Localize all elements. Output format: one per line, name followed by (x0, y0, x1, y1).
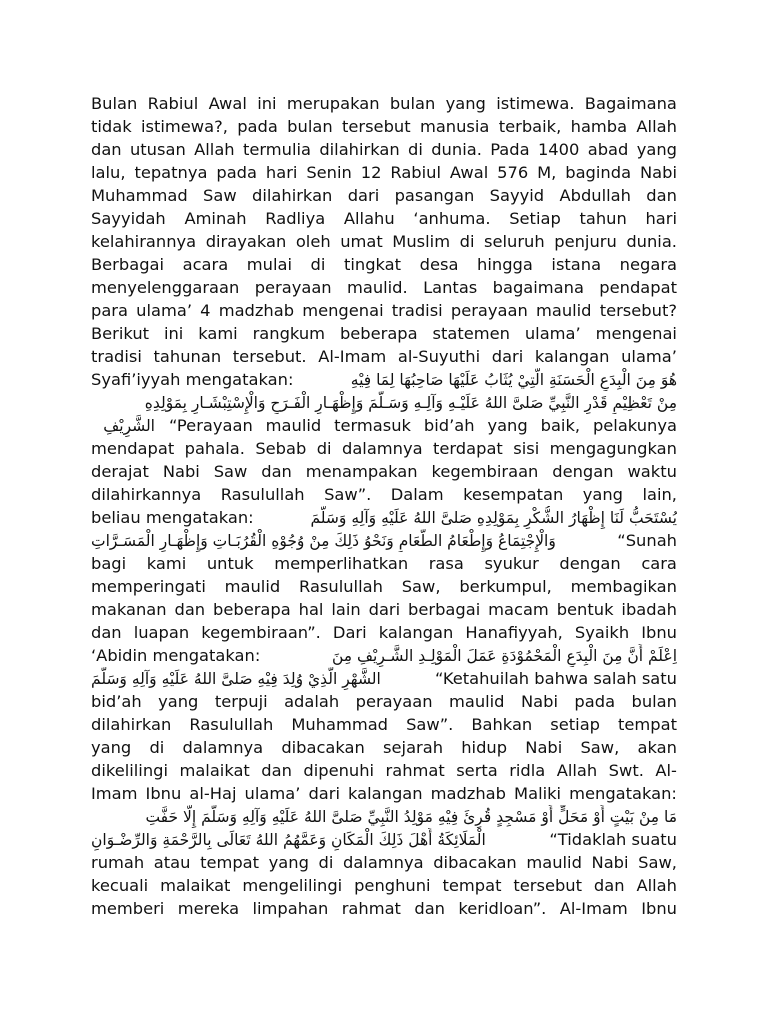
word: di (149, 738, 165, 757)
word: dan (261, 761, 292, 780)
word: dari (308, 784, 340, 803)
word: kegembiraan”. (201, 623, 321, 642)
word: para (91, 301, 128, 320)
word: penghuni (354, 876, 431, 895)
word: “Perayaan (169, 416, 253, 435)
word: tidak (91, 117, 132, 136)
word: abad (587, 140, 629, 159)
text-line (91, 897, 677, 920)
word: yang (268, 853, 309, 872)
word: bulan (631, 692, 677, 711)
arabic-quote: هُوَ مِنَ الْبِدَعِ الْحَسَنَةِ الَّتِيْ يُثَابُ عَلَيْهَا صَاحِبُهَا لِمَا فِيْهِ (350, 371, 677, 389)
word: tersebut? (599, 301, 677, 320)
text-line (91, 138, 677, 161)
word: Saw”. (406, 715, 454, 734)
word: bid’ah (423, 416, 475, 435)
word: malaikat (160, 876, 231, 895)
word: tepatnya (134, 163, 208, 182)
word: kalangan (348, 784, 423, 803)
text-line-mixed (91, 828, 677, 851)
word: derajat (91, 462, 149, 481)
word: dibacakan (281, 738, 365, 757)
word: manusia (419, 117, 490, 136)
word: mulai (246, 255, 292, 274)
text-line (91, 276, 677, 299)
word: pada (574, 692, 616, 711)
word: dan (593, 876, 625, 895)
word: utusan (129, 140, 186, 159)
word: Awal (208, 94, 247, 113)
word: kelahirannya (91, 232, 197, 251)
word: ulama’ (524, 324, 581, 343)
word: dilahirkan (91, 715, 172, 734)
word: 1400 (537, 140, 580, 159)
word: 12 (360, 163, 382, 182)
word: Saw (203, 186, 237, 205)
word: Nabi (591, 853, 629, 872)
word: terdapat (433, 439, 503, 458)
text-line (91, 552, 677, 575)
text-line-mixed (91, 529, 677, 552)
word: Nabi (639, 163, 677, 182)
arabic-quote: الشَّهْرِ الَّذِيْ وُلِدَ فِيْهِ صَلىَّ اللهُ عَلَيْهِ وَآلِهِ وَسَلَّمَ (91, 670, 381, 688)
word: Saw, (638, 853, 677, 872)
word: umat (340, 232, 383, 251)
word: lain, (642, 485, 677, 504)
word: Syaikh (574, 623, 630, 642)
word: Allah (556, 761, 598, 780)
word: dengan (552, 462, 614, 481)
word: hari (645, 209, 677, 228)
word: Imam (91, 784, 138, 803)
text-line (91, 299, 677, 322)
word: tersebut (513, 876, 583, 895)
word: tingkat (343, 255, 402, 274)
text-line (91, 92, 677, 115)
word: termulia (242, 140, 311, 159)
word: ridla (509, 761, 546, 780)
word: keridloan”. (458, 899, 547, 918)
word: mereka (177, 899, 240, 918)
word: dunia. (431, 140, 482, 159)
word: M, (537, 163, 557, 182)
word: dengan (559, 554, 621, 573)
word: mengatakan: (569, 784, 677, 803)
word: Rasulullah (298, 577, 383, 596)
word: kami (198, 324, 238, 343)
word: hamba (570, 117, 628, 136)
text-line (91, 851, 677, 874)
word: mengenai (302, 301, 384, 320)
word: Nabi (162, 462, 200, 481)
word: maulid (265, 416, 322, 435)
word: tempat (618, 715, 677, 734)
word: Bahkan (471, 715, 533, 734)
text-line (91, 759, 677, 782)
word: memperlihatkan (274, 554, 409, 573)
word: dilahirkan (252, 186, 333, 205)
word: bentuk (556, 600, 614, 619)
word: Hanafiyyah, (465, 623, 563, 642)
word: kegembiraan (431, 462, 539, 481)
word: Allahu (343, 209, 395, 228)
word: memperingati (91, 577, 206, 596)
word: Bagaimana (584, 94, 677, 113)
arabic-quote: مَا مِنْ بَيْتٍ أَوْ مَحَلٍّ أَوْ مَسْجِدٍ قُرِئَ فِيْهِ مَوْلِدُ النَّبِيِّ صَلىَّ اللهُ عَلَيْهِ وَآلِهِ وَسَلَّمَ إِلَّا حَفَّتِ (145, 808, 677, 826)
word: akan (637, 738, 677, 757)
word: menyelenggaraan (91, 278, 240, 297)
text-line (91, 115, 677, 138)
word: statemen (432, 324, 510, 343)
word: dan (646, 186, 677, 205)
word: Berbagai (91, 255, 165, 274)
word: rahmat (385, 761, 445, 780)
word: Pada (490, 140, 530, 159)
word: negara (619, 255, 677, 274)
word: dan (91, 140, 122, 159)
word: maulid. (346, 278, 408, 297)
word: berbagai (408, 600, 481, 619)
word: madzhab (218, 301, 295, 320)
arabic-quote: الشَّرِيْفِ (103, 417, 155, 435)
word: tradisi (91, 347, 142, 366)
latin-text: “Ketahuilah bahwa salah satu (434, 669, 677, 688)
word: terbaik, (498, 117, 562, 136)
word: Al-Imam (559, 899, 628, 918)
word: kami (146, 554, 187, 573)
word: rahmat (341, 899, 401, 918)
word: Ibnu (641, 623, 677, 642)
text-line (91, 207, 677, 230)
word: perayaan (450, 301, 528, 320)
word: makanan (91, 600, 167, 619)
word: Lantas (423, 278, 478, 297)
word: Dalam (390, 485, 444, 504)
text-line (91, 230, 677, 253)
word: mengelilingi (242, 876, 343, 895)
word: tersebut (341, 117, 411, 136)
word: Senin (306, 163, 352, 182)
word: beberapa (213, 600, 291, 619)
text-line (91, 253, 677, 276)
word: pasangan (394, 186, 475, 205)
word: Muhammad (91, 186, 188, 205)
word: ibadah (621, 600, 677, 619)
word: acara (182, 255, 229, 274)
word: bulan (389, 94, 436, 113)
word: kalangan (534, 347, 610, 366)
word: dikelilingi (91, 761, 168, 780)
word: setiap (550, 715, 600, 734)
word: Rasulullah (189, 715, 274, 734)
word: lain (331, 600, 361, 619)
word: dalamnya (343, 853, 424, 872)
word: istana (551, 255, 602, 274)
word: pendapat (599, 278, 677, 297)
text-line (91, 736, 677, 759)
word: 4 (200, 301, 211, 320)
word: Sayyid (489, 186, 545, 205)
word: Allah (636, 876, 677, 895)
word: lalu, (91, 163, 126, 182)
word: tradisi (391, 301, 443, 320)
text-line (91, 575, 677, 598)
word: ini (163, 324, 184, 343)
word: Ibnu (641, 899, 677, 918)
text-line-mixed (91, 368, 677, 391)
word: yang (582, 485, 623, 504)
word: Awal (449, 163, 489, 182)
word: 576 (497, 163, 529, 182)
word: Saw, (580, 738, 620, 757)
word: dirayakan (205, 232, 287, 251)
word: Al-Imam (318, 347, 387, 366)
word: hal (298, 600, 324, 619)
latin-text: “Sunah (617, 531, 677, 550)
arabic-quote: وَالْإِجْتِمَاعُ وَإِطْعَامُ الطَّعَامِ وَنَحْوُ ذَلِكَ مِنْ وُجُوْهِ الْقُرُبَـاتِ وَإِظْهَـارِ الْمَسَـرَّاتِ (91, 532, 556, 550)
word: membagikan (570, 577, 677, 596)
word: Sebab (255, 439, 307, 458)
latin-text: Syafi’iyyah mengatakan: (91, 370, 294, 389)
word: Allah (194, 140, 235, 159)
word: pada (237, 117, 278, 136)
word: dan (174, 600, 206, 619)
word: pada (216, 163, 257, 182)
word: di (459, 232, 475, 251)
word: bagaimana (492, 278, 584, 297)
word: Nabi (525, 738, 563, 757)
arabic-quote: يُسْتَحَبُّ لَنَا إِظْهَارُ الشُّكْرِ بِمَوْلِدِهِ صَلىَّ اللهُ عَلَيْهِ وَآلِهِ وَسَلَّمَ (310, 509, 677, 527)
word: memberi (91, 899, 165, 918)
latin-text: beliau mengatakan: (91, 508, 254, 527)
text-line-arabic (91, 391, 677, 414)
arabic-quote: الْمَلَائِكَةُ أَهْلَ ذَلِكَ الْمَكَانِ وَعَمَّهُمُ اللهُ تَعَالَى بِالرَّحْمَةِ وَالرِّضْـوَانِ (91, 831, 486, 849)
word: penjuru (554, 232, 617, 251)
word: hidup (461, 738, 508, 757)
word: yang (91, 738, 132, 757)
word: cara (641, 554, 677, 573)
word: dan (261, 462, 292, 481)
word: untuk (206, 554, 254, 573)
text-line (91, 437, 677, 460)
word: kecuali (91, 876, 149, 895)
word: dunia. (626, 232, 677, 251)
word: Rabiul (147, 94, 199, 113)
word: pahala. (184, 439, 245, 458)
text-line-mixed (91, 644, 677, 667)
word: tempat (442, 876, 502, 895)
word: Saw, (401, 577, 441, 596)
word: seluruh (484, 232, 545, 251)
word: Rabiul (390, 163, 442, 182)
word: macam (488, 600, 549, 619)
word: termasuk (334, 416, 411, 435)
word: tempat (200, 853, 260, 872)
word: rasa (428, 554, 464, 573)
word: desa (419, 255, 459, 274)
word: dipenuhi (303, 761, 375, 780)
word: di (408, 140, 423, 159)
word: hari (265, 163, 298, 182)
text-line (91, 598, 677, 621)
word: serta (456, 761, 498, 780)
word: limpahan (252, 899, 329, 918)
word: Maliki (514, 784, 562, 803)
word: kesempatan (463, 485, 564, 504)
word: yang (487, 416, 528, 435)
word: hingga (477, 255, 533, 274)
word: luapan (133, 623, 190, 642)
word: dari (491, 347, 524, 366)
word: Berikut (91, 324, 150, 343)
word: malaikat (179, 761, 250, 780)
text-line (91, 483, 677, 506)
word: maulid (448, 692, 505, 711)
word: syukur (484, 554, 539, 573)
word: di (310, 255, 326, 274)
word: rumah (91, 853, 145, 872)
word: yang (445, 94, 486, 113)
word: menampakan (305, 462, 418, 481)
word: Setiap (509, 209, 561, 228)
word: al-Suyuthi (397, 347, 481, 366)
word: istimewa?, (140, 117, 228, 136)
word: dan (414, 899, 445, 918)
word: Sayyidah (91, 209, 166, 228)
word: perayaan (254, 278, 332, 297)
word: waktu (627, 462, 677, 481)
word: baginda (565, 163, 632, 182)
word: Saw (213, 462, 248, 481)
word: Radliya (265, 209, 326, 228)
latin-text: ‘Abidin mengatakan: (91, 646, 261, 665)
word: tersebut. (232, 347, 307, 366)
word: dibacakan (433, 853, 517, 872)
word: kalangan (378, 623, 454, 642)
word: madzhab (430, 784, 506, 803)
word: Rasulullah (220, 485, 305, 504)
word: ‘anhuma. (413, 209, 491, 228)
word: ulama’ (621, 347, 677, 366)
word: al-Haj (189, 784, 237, 803)
word: berkumpul, (459, 577, 552, 596)
word: Aminah (184, 209, 247, 228)
word: mendapat (91, 439, 175, 458)
word: dari (368, 600, 401, 619)
word: tahun (579, 209, 627, 228)
text-line-mixed (91, 667, 677, 690)
latin-text (169, 414, 677, 437)
word: maulid (224, 577, 281, 596)
word: Swt. (608, 761, 644, 780)
word: perayaan (355, 692, 433, 711)
word: beberapa (339, 324, 418, 343)
text-line (91, 713, 677, 736)
text-line (91, 621, 677, 644)
word: baik, (540, 416, 581, 435)
word: bulan (287, 117, 333, 136)
word: pelakunya (592, 416, 677, 435)
word: rangkum (252, 324, 326, 343)
word: sejarah (383, 738, 444, 757)
word: merupakan (286, 94, 380, 113)
word: maulid (535, 301, 592, 320)
text-line (91, 690, 677, 713)
text-line (91, 184, 677, 207)
word: bid’ah (91, 692, 142, 711)
word: Abdullah (559, 186, 631, 205)
text-line (91, 161, 677, 184)
word: oleh (295, 232, 331, 251)
word: dari (347, 186, 380, 205)
latin-text: “Tidaklah suatu (549, 830, 677, 849)
text-line (91, 460, 677, 483)
text-line (91, 874, 677, 897)
word: adalah (284, 692, 340, 711)
word: ulama’ (244, 784, 301, 803)
word: bagi (91, 554, 127, 573)
word: yang (158, 692, 199, 711)
word: Al- (655, 761, 677, 780)
text-line-mixed (91, 506, 677, 529)
word: dalamnya (182, 738, 264, 757)
word: ulama’ (136, 301, 192, 320)
word: yang (636, 140, 677, 159)
text-line (91, 345, 677, 368)
word: dan (91, 623, 122, 642)
word: Nabi (520, 692, 558, 711)
word: maulid (526, 853, 582, 872)
word: dilahirkannya (91, 485, 202, 504)
word: istimewa. (496, 94, 575, 113)
word: ini (257, 94, 277, 113)
word: dilahirkan (319, 140, 400, 159)
word: Bulan (91, 94, 138, 113)
arabic-quote: اِعْلَمْ أَنَّ مِنَ الْبِدَعِ الْمَحْمُوْدَةِ عَمَلَ الْمَوْلِـدِ الشَّـرِيْفِ مِنَ (331, 647, 677, 665)
word: di (316, 439, 332, 458)
text-line (91, 782, 677, 805)
text-line-mixed (91, 414, 677, 437)
word: mengenai (595, 324, 677, 343)
word: tahunan (153, 347, 222, 366)
word: di (318, 853, 334, 872)
word: terpuji (214, 692, 268, 711)
text-line-arabic (91, 805, 677, 828)
word: Muhammad (291, 715, 389, 734)
word: sisi (513, 439, 540, 458)
word: Allah (636, 117, 677, 136)
text-line (91, 322, 677, 345)
word: Muslim (392, 232, 451, 251)
arabic-quote: مِنْ تَعْظِيْمِ قَدْرِ النَّبِيِّ صَلىَّ اللهُ عَلَيْـهِ وَآلِـهِ وَسَـلَّمَ وَإِظْهَـارِ الْفَـرَحِ وَالْإِسْتِبْشَـارِ بِمَوْلِدِهِ (144, 394, 677, 412)
word: Ibnu (145, 784, 182, 803)
word: dalamnya (341, 439, 423, 458)
word: Saw”. (324, 485, 372, 504)
word: mengagungkan (549, 439, 677, 458)
word: atau (153, 853, 191, 872)
word: Dari (332, 623, 367, 642)
